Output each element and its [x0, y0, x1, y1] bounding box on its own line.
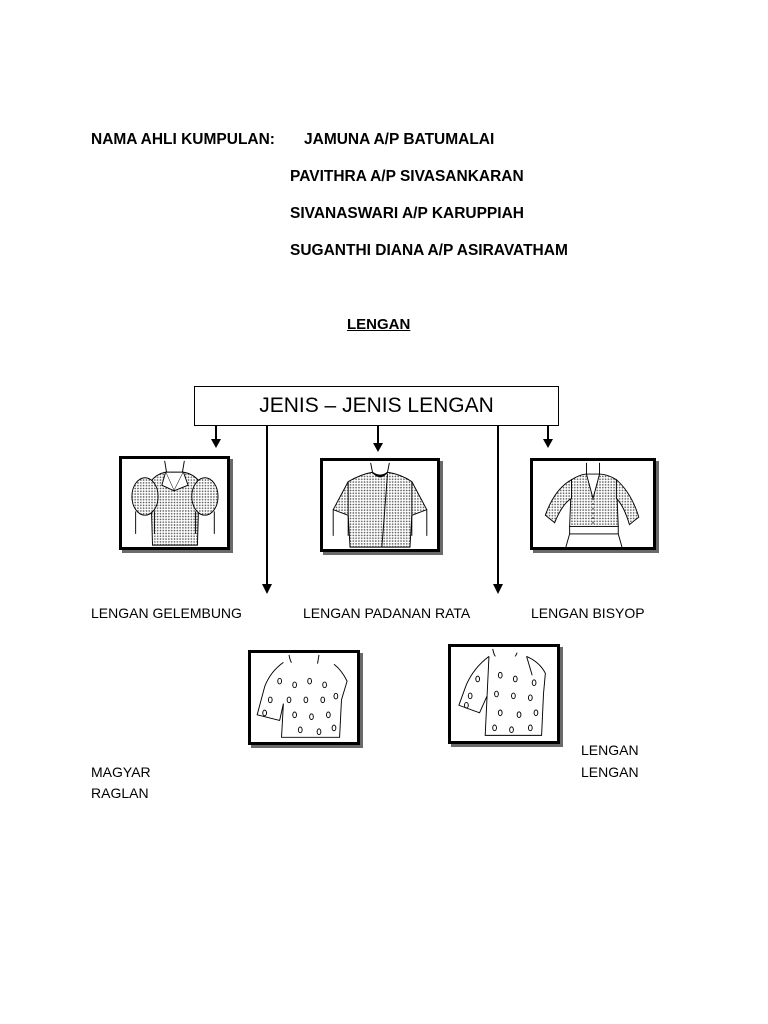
members-label-text: NAMA AHLI KUMPULAN:: [91, 131, 275, 148]
arrowhead-1: [211, 439, 221, 448]
bishop-sleeve-drawing: [533, 461, 653, 547]
raglan-sleeve-drawing: [451, 647, 557, 741]
caption-raglan: RAGLAN: [91, 785, 149, 801]
caption-right-1: LENGAN: [581, 742, 639, 758]
caption-magyar: MAGYAR: [91, 764, 151, 780]
set-in-sleeve-drawing: [323, 461, 437, 549]
raglan-sleeve-illustration: [448, 644, 560, 744]
arrowhead-3: [373, 443, 383, 452]
puff-sleeve-drawing: [122, 459, 227, 547]
member-name-3: SIVANASWARI A/P KARUPPIAH: [290, 205, 524, 222]
magyar-sleeve-illustration: [248, 650, 360, 745]
caption-bishop-sleeve: LENGAN BISYOP: [531, 605, 645, 621]
member-name-4: SUGANTHI DIANA A/P ASIRAVATHAM: [290, 242, 568, 259]
bishop-sleeve-illustration: [530, 458, 656, 550]
arrowhead-5: [543, 439, 553, 448]
caption-set-in-sleeve: LENGAN PADANAN RATA: [303, 605, 471, 621]
member-name-1: JAMUNA A/P BATUMALAI: [304, 131, 495, 148]
arrowhead-2: [262, 584, 272, 594]
section-heading: LENGAN: [347, 316, 411, 333]
caption-right-2: LENGAN: [581, 764, 639, 780]
member-name-2: PAVITHRA A/P SIVASANKARAN: [290, 168, 524, 185]
caption-puff-sleeve: LENGAN GELEMBUNG: [91, 605, 242, 621]
puff-sleeve-illustration: [119, 456, 230, 550]
magyar-sleeve-drawing: [251, 653, 357, 742]
diagram-title: JENIS – JENIS LENGAN: [259, 394, 494, 417]
arrowhead-4: [493, 584, 503, 594]
set-in-sleeve-illustration: [320, 458, 440, 552]
